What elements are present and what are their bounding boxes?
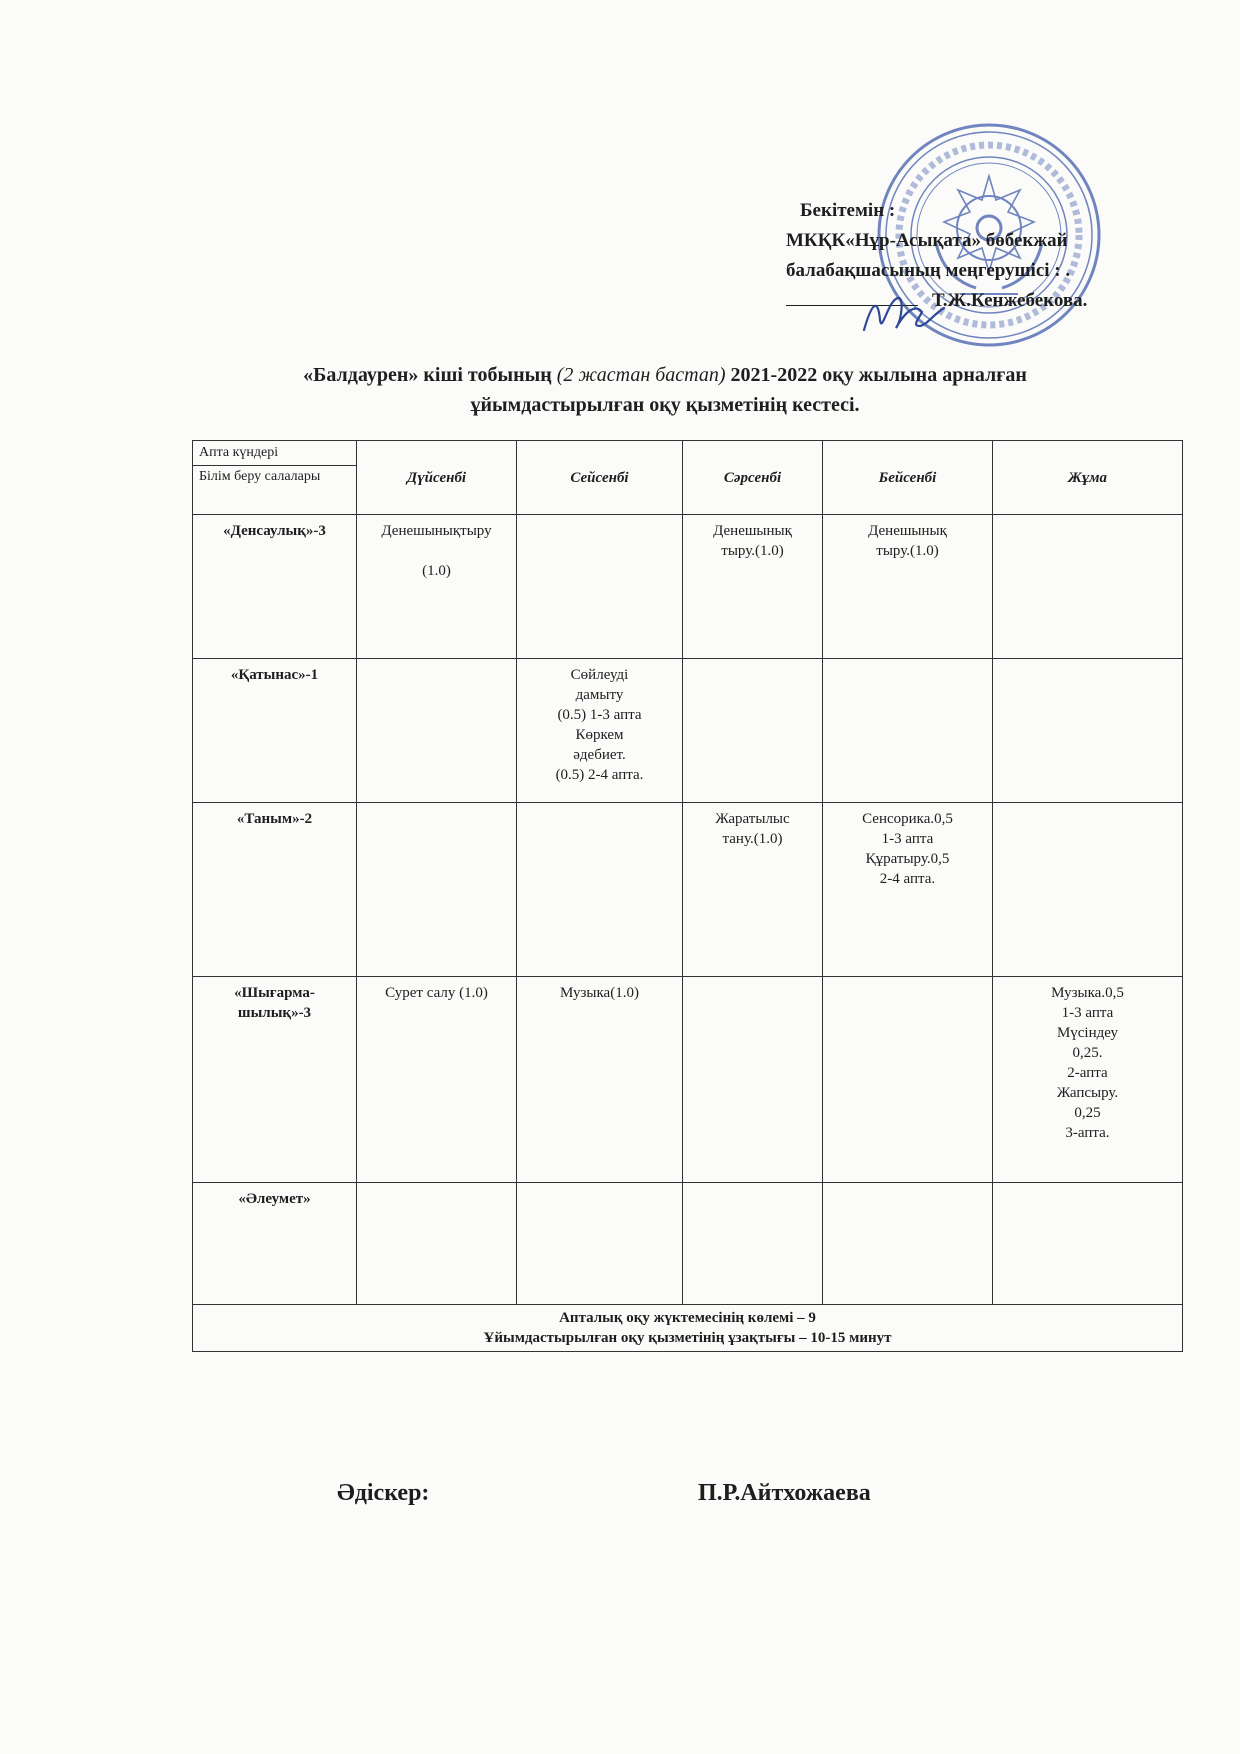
area-cell: «Әлеумет» [193,1183,357,1305]
document-title [150,360,1180,420]
methodist-role-label: Әдіскер: [337,1480,430,1506]
day-header-monday: Дүйсенбі [357,441,517,515]
lesson-cell [993,515,1183,659]
approval-organization-line: МКҚК«Нұр-Асықата» бөбекжай [786,230,1068,251]
title-line-2: ұйымдастырылған оқу қызметінің кестесі. [470,394,860,416]
schedule-table [192,440,1183,1352]
lesson-cell [823,1183,993,1305]
area-cell: «Денсаулық»-3 [193,515,357,659]
table-footer-cell [193,1305,1183,1352]
table-row [193,659,1183,803]
approval-position-line: балабақшасының меңгерушісі : . [786,260,1071,281]
day-header-wednesday: Сәрсенбі [683,441,823,515]
approver-name: Т.Ж.Кенжебекова. [932,290,1088,311]
lesson-cell [517,515,683,659]
lesson-cell: Денешынықтыру (1.0) [357,515,517,659]
lesson-cell: Сөйлеуді дамыту (0.5) 1-3 апта Көркем әдебиет. (0.5) 2-4 апта. [517,659,683,803]
day-header-tuesday: Сейсенбі [517,441,683,515]
lesson-cell [993,659,1183,803]
table-corner-cell [193,441,357,515]
area-cell: «Қатынас»-1 [193,659,357,803]
area-cell: «Таным»-2 [193,803,357,977]
table-row [193,1183,1183,1305]
title-line-1 [150,360,1180,390]
lesson-cell [357,803,517,977]
approval-label: Бекітемін : [800,200,896,221]
lesson-cell: Сенсорика.0,5 1-3 апта Құратыру.0,5 2-4 апта. [823,803,993,977]
methodist-name: П.Р.Айтхожаева [698,1480,871,1506]
lesson-cell [357,659,517,803]
lesson-cell [517,1183,683,1305]
weekly-load-text: Апталық оқу жүктемесінің көлемі – 9 [559,1310,816,1326]
lesson-cell: Денешынық тыру.(1.0) [683,515,823,659]
lesson-cell [823,977,993,1183]
corner-education-areas-label: Білім беру салалары [199,469,321,484]
lesson-cell: Жаратылыс тану.(1.0) [683,803,823,977]
title-part-1: «Балдаурен» кіші тобының [303,364,557,386]
lesson-cell [683,659,823,803]
area-cell: «Шығарма- шылық»-3 [193,977,357,1183]
corner-week-days-label: Апта күндері [193,441,356,466]
lesson-cell [683,1183,823,1305]
lesson-cell: Музыка(1.0) [517,977,683,1183]
lesson-cell [823,659,993,803]
table-footer-row [193,1305,1183,1352]
lesson-cell [517,803,683,977]
lesson-cell [357,1183,517,1305]
table-header-row [193,441,1183,515]
title-age-note: (2 жастан бастап) [556,364,726,386]
lesson-cell: Сурет салу (1.0) [357,977,517,1183]
day-header-friday: Жұма [993,441,1183,515]
approval-signature-line [786,286,1206,316]
table-row [193,803,1183,977]
lesson-duration-text: Ұйымдастырылған оқу қызметінің ұзақтығы – 10-15 минут [483,1330,892,1346]
lesson-cell: Музыка.0,5 1-3 апта Мүсіндеу 0,25. 2-апта Жапсыру. 0,25 3-апта. [993,977,1183,1183]
table-row [193,977,1183,1183]
handwritten-signature [858,290,948,340]
approval-block [786,196,1206,316]
lesson-cell [993,803,1183,977]
day-header-thursday: Бейсенбі [823,441,993,515]
lesson-cell [683,977,823,1183]
lesson-cell [993,1183,1183,1305]
lesson-cell: Денешынық тыру.(1.0) [823,515,993,659]
table-row [193,515,1183,659]
title-part-2: 2021-2022 оқу жылына арналған [725,364,1027,386]
